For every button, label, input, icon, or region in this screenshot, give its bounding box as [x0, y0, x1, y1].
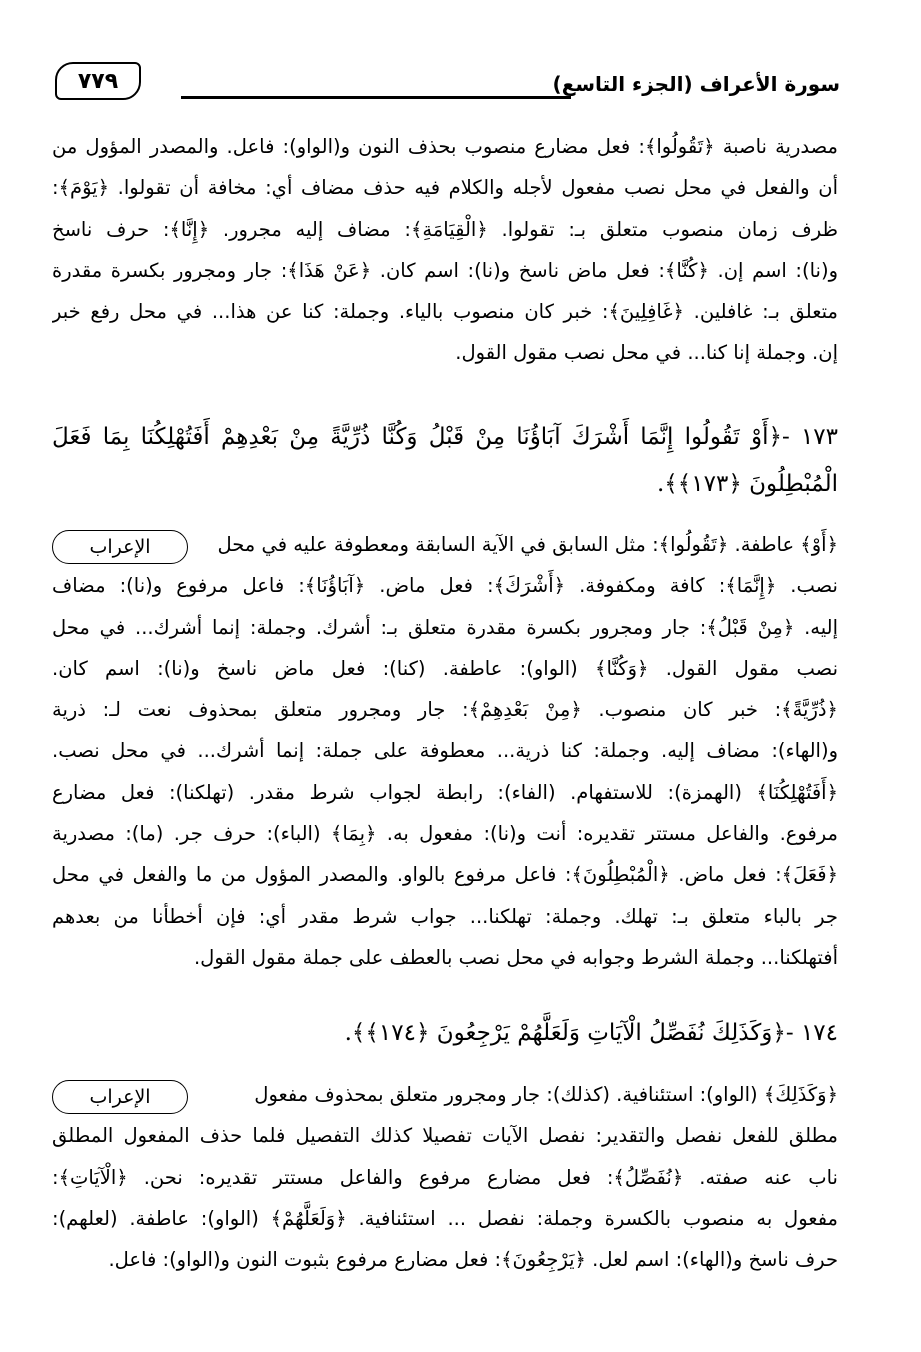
text-line: و(الهاء): مضاف إليه. وجملة: كنا ذرية... معطوفة على جملة: إنما أشرك... في محل نصب. [52, 739, 838, 763]
header-rule [181, 96, 571, 99]
text-line: أفتهلكنا... وجملة الشرط وجوابه في محل نصب بالعطف على جملة مقول القول. [193, 945, 838, 969]
text-line: مفعول به منصوب بالكسرة وجملة: نفصل ... استئنافية. ﴿وَلَعَلَّهُمْ﴾ (الواو): عاطفة. (لعلهم): [52, 1206, 838, 1230]
verse-173 [52, 414, 838, 508]
text-line: ﴿ذُرِّيَّةً﴾: خبر كان منصوب. ﴿مِنْ بَعْدِهِمْ﴾: جار ومجرور متعلق بمحذوف نعت لـ: ذرية [52, 698, 838, 722]
text-line: ﴿فَعَلَ﴾: فعل ماض. ﴿الْمُبْطِلُونَ﴾: فاعل مرفوع بالواو. والمصدر المؤول من ما والفعل في محل [52, 863, 838, 887]
irab-paragraph-173 [52, 524, 838, 978]
page-header [55, 58, 840, 102]
text-line: مرفوع. والفاعل مستتر تقديره: أنت و(نا): مفعول به. ﴿بِمَا﴾ (الباء): حرف جر. (ما): مصدرية [52, 822, 838, 846]
text-line: مصدرية ناصبة ﴿تَقُولُوا﴾: فعل مضارع منصوب بحذف النون و(الواو): فاعل. والمصدر المؤول من [52, 135, 838, 158]
text-line: إن. وجملة إنا كنا... في محل نصب مقول القول. [455, 341, 838, 365]
text-line: أن والفعل في محل نصب مفعول لأجله والكلام فيه حذف مضاف أي: مخافة أن تقولوا. ﴿يَوْمَ﴾: [52, 176, 838, 200]
verse-line: ١٧٣ -﴿أَوْ تَقُولُوا إِنَّمَا أَشْرَكَ آبَاؤُنَا مِنْ قَبْلُ وَكُنَّا ذُرِّيَّةً مِنْ بَعْدِهِمْ أَفَتُهْلِكُنَا بِمَا فَعَلَ [52, 424, 838, 450]
irab-label-box: الإعراب [52, 530, 188, 564]
irab-paragraph-172 [52, 126, 838, 374]
irab-paragraph-174 [52, 1074, 838, 1280]
verse-174 [52, 1010, 838, 1057]
page-number: ٧٧٩ [55, 62, 141, 100]
verse-line: ١٧٤ -﴿وَكَذَلِكَ نُفَصِّلُ الْآيَاتِ وَلَعَلَّهُمْ يَرْجِعُونَ ﴿١٧٤﴾﴾. [344, 1020, 838, 1046]
surah-title: سورة الأعراف (الجزء التاسع) [552, 72, 840, 96]
text-line: متعلق بـ: غافلين. ﴿غَافِلِينَ﴾: خبر كان منصوب بالياء. وجملة: كنا عن هذا... في محل رفع خبر [52, 300, 838, 324]
text-line: و(نا): اسم إن. ﴿كُنَّا﴾: فعل ماض ناسخ و(نا): اسم كان. ﴿عَنْ هَذَا﴾: جار ومجرور بكسرة مقدرة [52, 258, 838, 282]
text-line: مطلق للفعل نفصل والتقدير: نفصل الآيات تفصيلا كذلك التفصيل فلما حذف المفعول المطلق [52, 1124, 838, 1148]
text-line: ﴿أَوْ﴾ عاطفة. ﴿تَقُولُوا﴾: مثل السابق في الآية السابقة ومعطوفة عليه في محل [217, 533, 838, 556]
text-line: حرف ناسخ و(الهاء): اسم لعل. ﴿يَرْجِعُونَ﴾: فعل مضارع مرفوع بثبوت النون و(الواو): فاعل. [108, 1248, 838, 1272]
text-line: جر بالباء متعلق بـ: تهلك. وجملة: تهلكنا... جواب شرط مقدر أي: فإن أخطأنا من بعدهم [52, 904, 838, 928]
text-line: إليه. ﴿مِنْ قَبْلُ﴾: جار ومجرور بكسرة مقدرة متعلق بـ: أشرك. وجملة: إنما أشرك... في محل [52, 615, 838, 639]
text-line: نصب. ﴿إِنَّمَا﴾: كافة ومكفوفة. ﴿أَشْرَكَ﴾: فعل ماض. ﴿آبَاؤُنَا﴾: فاعل مرفوع و(نا): مضاف [52, 574, 838, 598]
text-line: ﴿وَكَذَلِكَ﴾ (الواو): استئنافية. (كذلك): جار ومجرور متعلق بمحذوف مفعول [254, 1083, 838, 1106]
text-line: ﴿أَفَتُهْلِكُنَا﴾ (الهمزة): للاستفهام. (الفاء): رابطة لجواب شرط مقدر. (تهلكنا): فعل مضارع [52, 780, 838, 804]
irab-label-box: الإعراب [52, 1080, 188, 1114]
text-line: نصب مقول القول. ﴿وَكُنَّا﴾ (الواو): عاطفة. (كنا): فعل ماض ناسخ و(نا): اسم كان. [52, 656, 838, 680]
verse-line: الْمُبْطِلُونَ ﴿١٧٣﴾﴾. [656, 471, 838, 497]
text-line: ناب عنه صفته. ﴿نُفَصِّلُ﴾: فعل مضارع مرفوع والفاعل مستتر تقديره: نحن. ﴿الْآيَاتِ﴾: [52, 1165, 838, 1189]
text-line: ظرف زمان منصوب متعلق بـ: تقولوا. ﴿الْقِيَامَةِ﴾: مضاف إليه مجرور. ﴿إِنَّا﴾: حرف ناسخ [52, 217, 838, 241]
